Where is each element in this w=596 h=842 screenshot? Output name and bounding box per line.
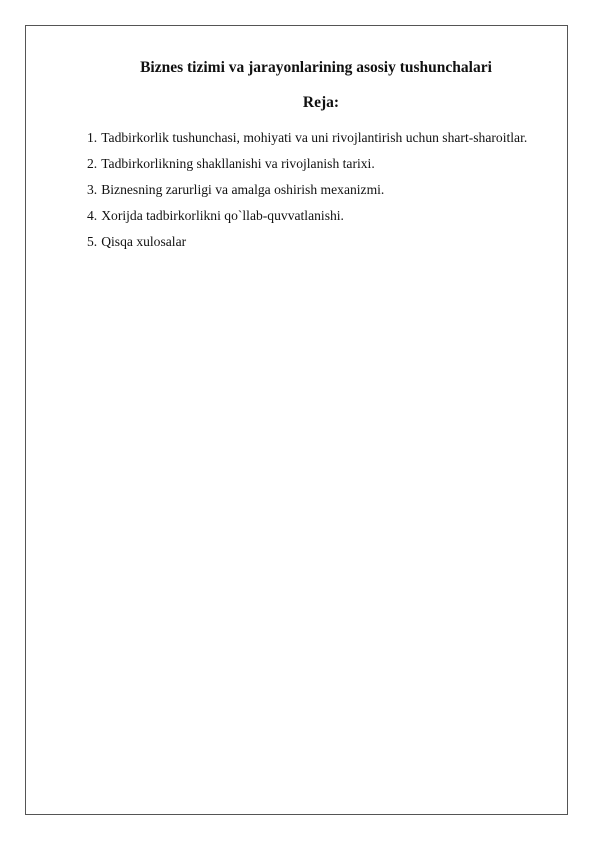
document-title: Biznes tizimi va jarayonlarining asosiy tushunchalari (140, 59, 492, 76)
plan-item-text: Biznesning zarurligi va amalga oshirish mexanizmi. (101, 182, 385, 197)
plan-item-text: Qisqa xulosalar (101, 234, 187, 249)
plan-heading: Reja: (302, 94, 340, 111)
plan-item-1 (87, 125, 547, 151)
plan-item-text: Xorijda tadbirkorlikni qo`llab-quvvatlanishi. (101, 208, 344, 223)
plan-item-number: 2. (87, 156, 98, 171)
plan-item-number: 1. (87, 130, 98, 145)
plan-item-3 (87, 177, 547, 203)
plan-item-text: Tadbirkorlik tushunchasi, mohiyati va uni rivojlantirish uchun shart-sharoitlar. (101, 130, 528, 145)
plan-item-2 (87, 151, 547, 177)
plan-item-4 (87, 203, 547, 229)
plan-item-text: Tadbirkorlikning shakllanishi va rivojlanish tarixi. (101, 156, 375, 171)
plan-item-number: 5. (87, 234, 98, 249)
plan-item-5 (87, 229, 547, 255)
plan-item-number: 4. (87, 208, 98, 223)
plan-list (87, 125, 547, 255)
plan-item-number: 3. (87, 182, 98, 197)
